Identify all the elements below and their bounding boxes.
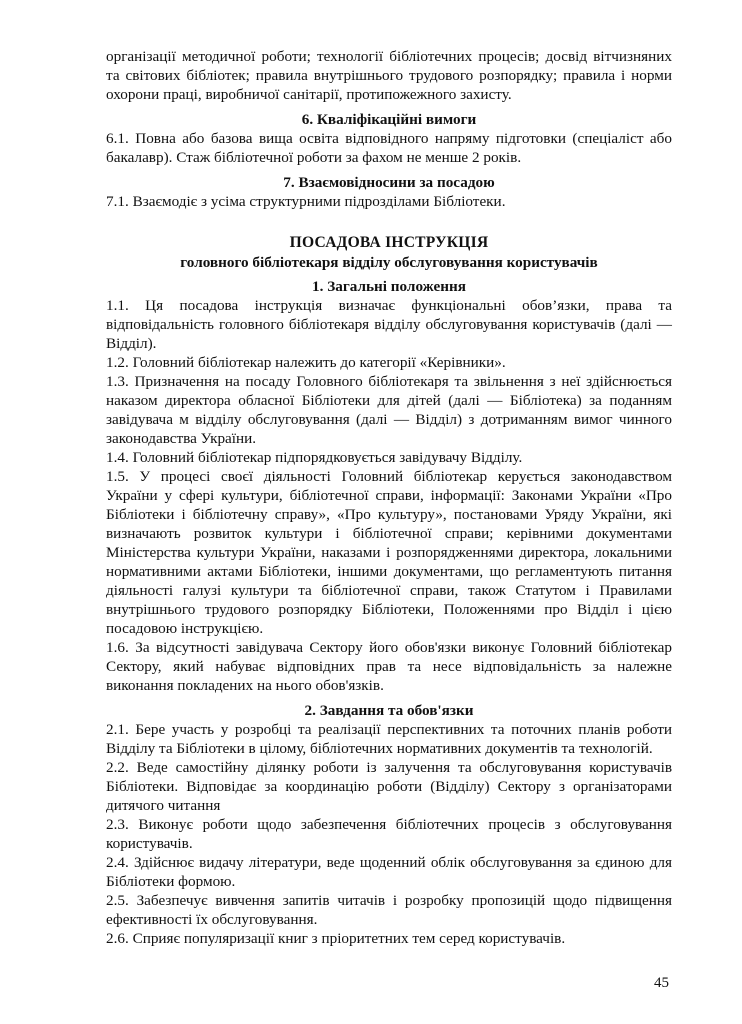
- paragraph-2-4: 2.4. Здійснює видачу літератури, веде щоденний облік обслуговування за єдиною для Бібліотеки формою.: [106, 854, 672, 890]
- page-body: [106, 47, 672, 948]
- page-number: 45: [654, 975, 669, 991]
- section-7-heading: 7. Взаємовідносини за посадою: [283, 174, 495, 191]
- paragraph-6-1: 6.1. Повна або базова вища освіта відповідного напряму підготовки (спеціаліст або бакалавр). Стаж бібліотечної роботи за фахом не менше 2 років.: [106, 130, 672, 166]
- paragraph-2-5: 2.5. Забезпечує вивчення запитів читачів і розробку пропозицій щодо підвищення ефективності їх обслуговування.: [106, 892, 672, 928]
- section-1-heading: 1. Загальні положення: [312, 278, 466, 295]
- paragraph-1-2: 1.2. Головний бібліотекар належить до категорії «Керівники».: [106, 354, 506, 371]
- instruction-title: ПОСАДОВА ІНСТРУКЦІЯ: [289, 234, 489, 251]
- paragraph-1-4: 1.4. Головний бібліотекар підпорядковується завідувачу Відділу.: [106, 449, 523, 466]
- paragraph-2-2: 2.2. Веде самостійну ділянку роботи із залучення та обслуговування користувачів Бібліотеки. Відповідає за координацію роботи (Відділу) Сектору з організаторами дитячого читання: [106, 759, 672, 814]
- continuation-paragraph: організації методичної роботи; технології бібліотечних процесів; досвід вітчизняних та світових бібліотек; правила внутрішнього трудового розпорядку; правила і норми охорони праці, виробничої санітарії, протипожежного захисту.: [106, 48, 672, 103]
- paragraph-2-6: 2.6. Сприяє популяризації книг з пріоритетних тем серед користувачів.: [106, 930, 566, 947]
- paragraph-7-1: 7.1. Взаємодіє з усіма структурними підрозділами Бібліотеки.: [106, 193, 506, 210]
- paragraph-2-3: 2.3. Виконує роботи щодо забезпечення бібліотечних процесів з обслуговування користувачів.: [106, 816, 672, 852]
- section-6-heading: 6. Кваліфікаційні вимоги: [301, 111, 477, 128]
- paragraph-1-3: 1.3. Призначення на посаду Головного бібліотекаря та звільнення з неї здійснюється наказом директора обласної Бібліотеки для дітей (далі — Бібліотека) за поданням завідувача м відділу обслуговування (далі — Відділ) з дотриманням вимог чинного законодавства України.: [106, 373, 672, 447]
- paragraph-1-5: 1.5. У процесі своєї діяльності Головний бібліотекар керується законодавством України у сфері культури, бібліотечної справи, інформації: Законами України «Про Бібліотеки і бібліотечну справу», «Про культуру», постановами Уряду України, які визначають розвиток культури і бібліотечної справи; керівними документами Міністерства культури України, наказами і розпорядженнями директора, локальними нормативними актами Бібліотеки, іншими документами, що регламентують питання діяльності галузі культури та бібліотечної справи, також Статутом і Правилами внутрішнього трудового розпорядку Бібліотеки, Положеннями про Відділ і цією посадовою інструкцією.: [106, 468, 672, 637]
- section-2-heading: 2. Завдання та обов'язки: [304, 702, 474, 719]
- paragraph-1-6: 1.6. За відсутності завідувача Сектору його обов'язки виконує Головний бібліотекар Сектору, який набуває відповідних прав та несе відповідальність за належне виконання покладених на нього обов'язків.: [106, 639, 672, 694]
- paragraph-1-1: 1.1. Ця посадова інструкція визначає функціональні обов’язки, права та відповідальність головного бібліотекаря відділу обслуговування користувачів (далі — Відділ).: [106, 297, 672, 352]
- paragraph-2-1: 2.1. Бере участь у розробці та реалізації перспективних та поточних планів роботи Відділу та Бібліотеки в цілому, бібліотечних нормативних документів та технологій.: [106, 721, 672, 757]
- instruction-subtitle: головного бібліотекаря відділу обслуговування користувачів: [180, 254, 598, 271]
